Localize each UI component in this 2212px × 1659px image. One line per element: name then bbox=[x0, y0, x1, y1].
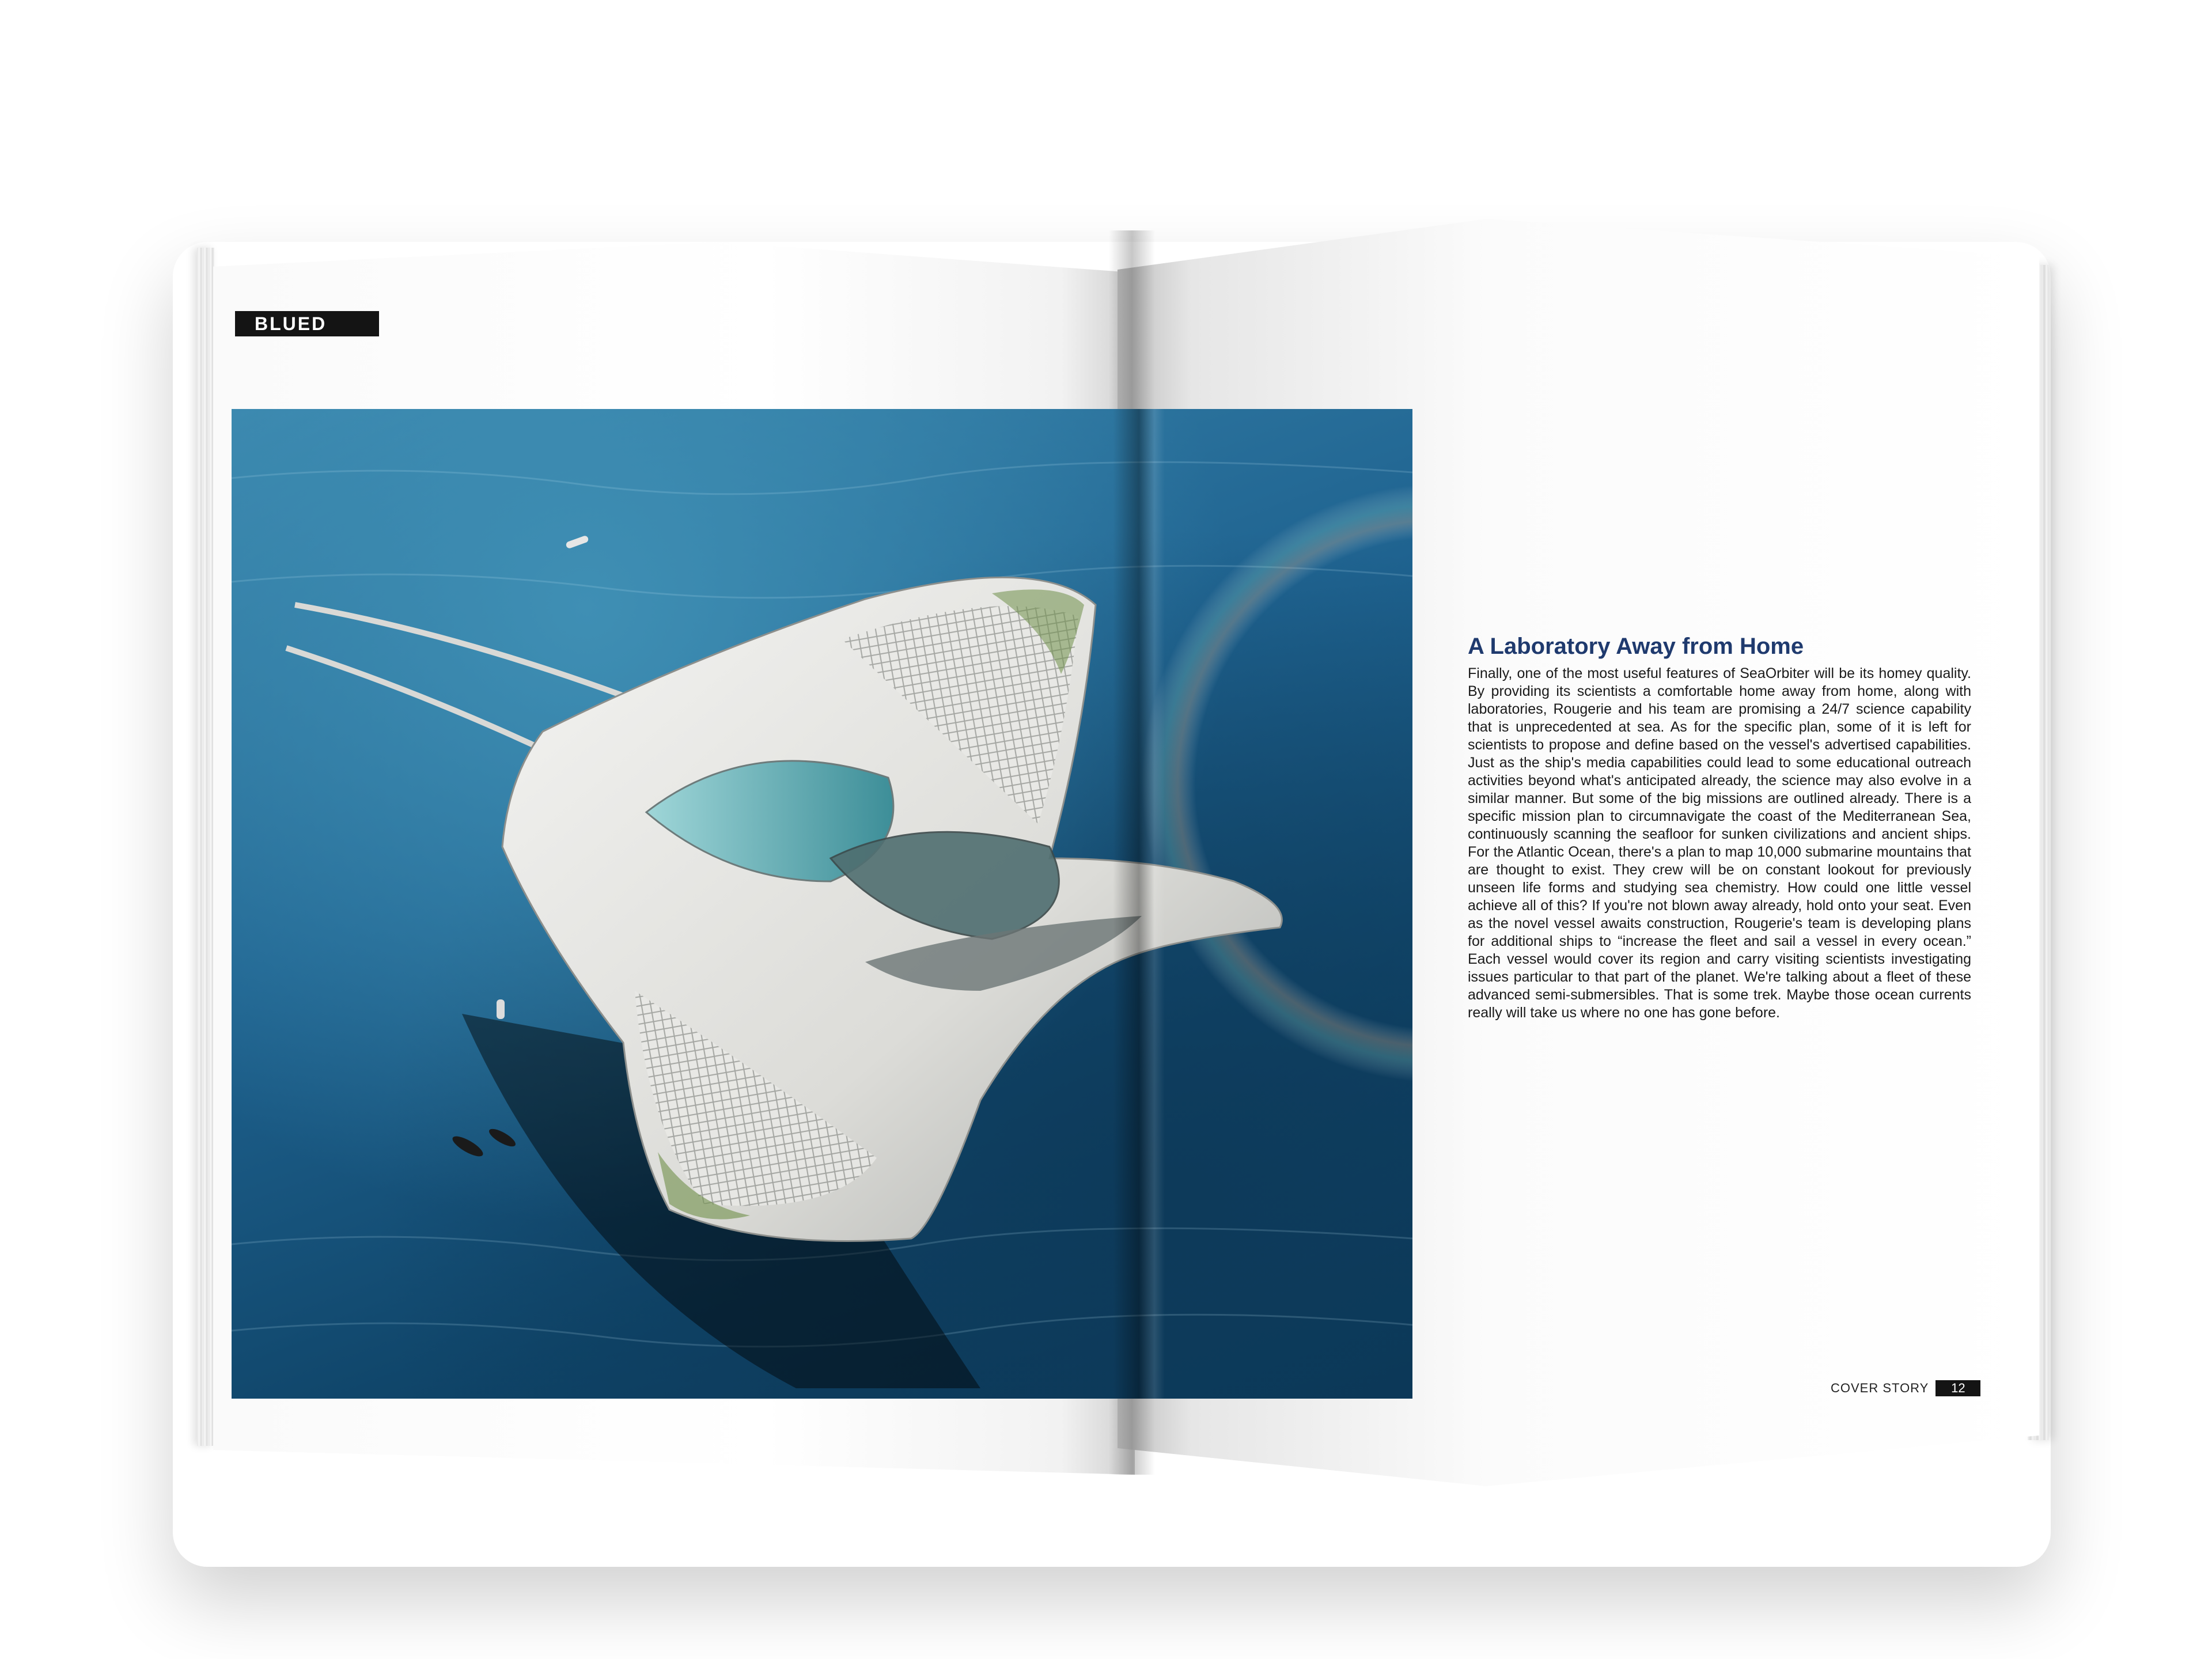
page-footer bbox=[1831, 1380, 1980, 1396]
article-body: Finally, one of the most useful features of SeaOrbiter will be its homey quality. By providing its scientists a comfortable home away from home, along with laboratories, Rougerie and his team are promising a 24/7 science capability that is unprecedented at sea. As for the specific plan, some of it is left for scientists to propose and define based on the vessel's advertised capabilities. Just as the ship's media capabilities could lead to some educational outreach activities beyond what's anticipated already, the science may also evolve in a similar manner. But some of the big missions are outlined already. There is a specific mission plan to circumnavigate the coast of the Mediterranean Sea, continuously scanning the seafloor for sunken civilizations and ancient ships. For the Atlantic Ocean, there's a plan to map 10,000 submarine mountains that are thought to exist. They crew will be on constant lookout for previously unseen life forms and studying sea chemistry. How could one little vessel achieve all of this? If you're not blown away already, hold onto your seat. Even as the novel vessel awaits construction, Rougerie's team is developing plans for additional ships to “increase the fleet and sail a vessel in every ocean.” Each vessel would cover its region and carry visiting scientists investigating issues particular to that part of the planet. We're talking about a fleet of these advanced semi-submersibles. That is some trek. Maybe those ocean currents really will take us where no one has gone before. bbox=[1468, 665, 1971, 1021]
footer-section-label: COVER STORY bbox=[1831, 1381, 1929, 1395]
left-page-edges bbox=[197, 248, 214, 1446]
section-tab: BLUED bbox=[235, 311, 379, 336]
article-heading: A Laboratory Away from Home bbox=[1468, 634, 1804, 659]
page-number: 12 bbox=[1936, 1380, 1980, 1396]
photo-fold-shadow bbox=[1113, 409, 1165, 1399]
hero-photo bbox=[232, 409, 1412, 1399]
seaorbiter-vessel-illustration bbox=[232, 409, 1412, 1399]
